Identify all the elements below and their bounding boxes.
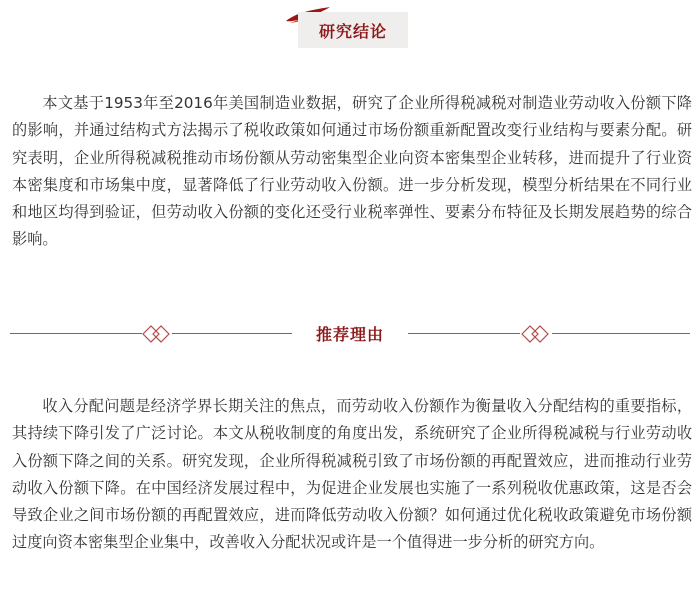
- divider-center-right: [408, 333, 520, 334]
- section-title: 推荐理由: [315, 325, 384, 344]
- section-header-recommendation: [0, 318, 700, 350]
- section-title-box: [298, 12, 408, 48]
- diamond-ornament-icon: [520, 324, 552, 344]
- conclusion-paragraph: 本文基于1953年至2016年美国制造业数据，研究了企业所得税减税对制造业劳动收入份额下降的影响，并通过结构式方法揭示了税收政策如何通过市场份额重新配置改变行业结构与要素分配。研究表明，企业所得税减税推动市场份额从劳动密集型企业向资本密集型企业转移，进而提升了行业资本密集度和市场集中度，显著降低了行业劳动收入份额。进一步分析发现，模型分析结果在不同行业和地区均得到验证，但劳动收入份额的变化还受行业税率弹性、要素分布特征及长期发展趋势的综合影响。: [12, 94, 692, 249]
- recommendation-paragraph: 收入分配问题是经济学界长期关注的焦点，而劳动收入份额作为衡量收入分配结构的重要指标，其持续下降引发了广泛讨论。本文从税收制度的角度出发，系统研究了企业所得税减税与行业劳动收入份额下降之间的关系。研究发现，企业所得税减税引致了市场份额的再配置效应，进而推动行业劳动收入份额下降。在中国经济发展过程中，为促进企业发展也实施了一系列税收优惠政策，这是否会导致企业之间市场份额的再配置效应，进而降低劳动收入份额？如何通过优化税收政策避免市场份额过度向资本密集型企业集中，改善收入分配状况或许是一个值得进一步分析的研究方向。: [12, 397, 692, 552]
- divider-right: [552, 333, 690, 334]
- section-header-conclusion: [0, 0, 700, 60]
- section-title: 研究结论: [318, 21, 387, 41]
